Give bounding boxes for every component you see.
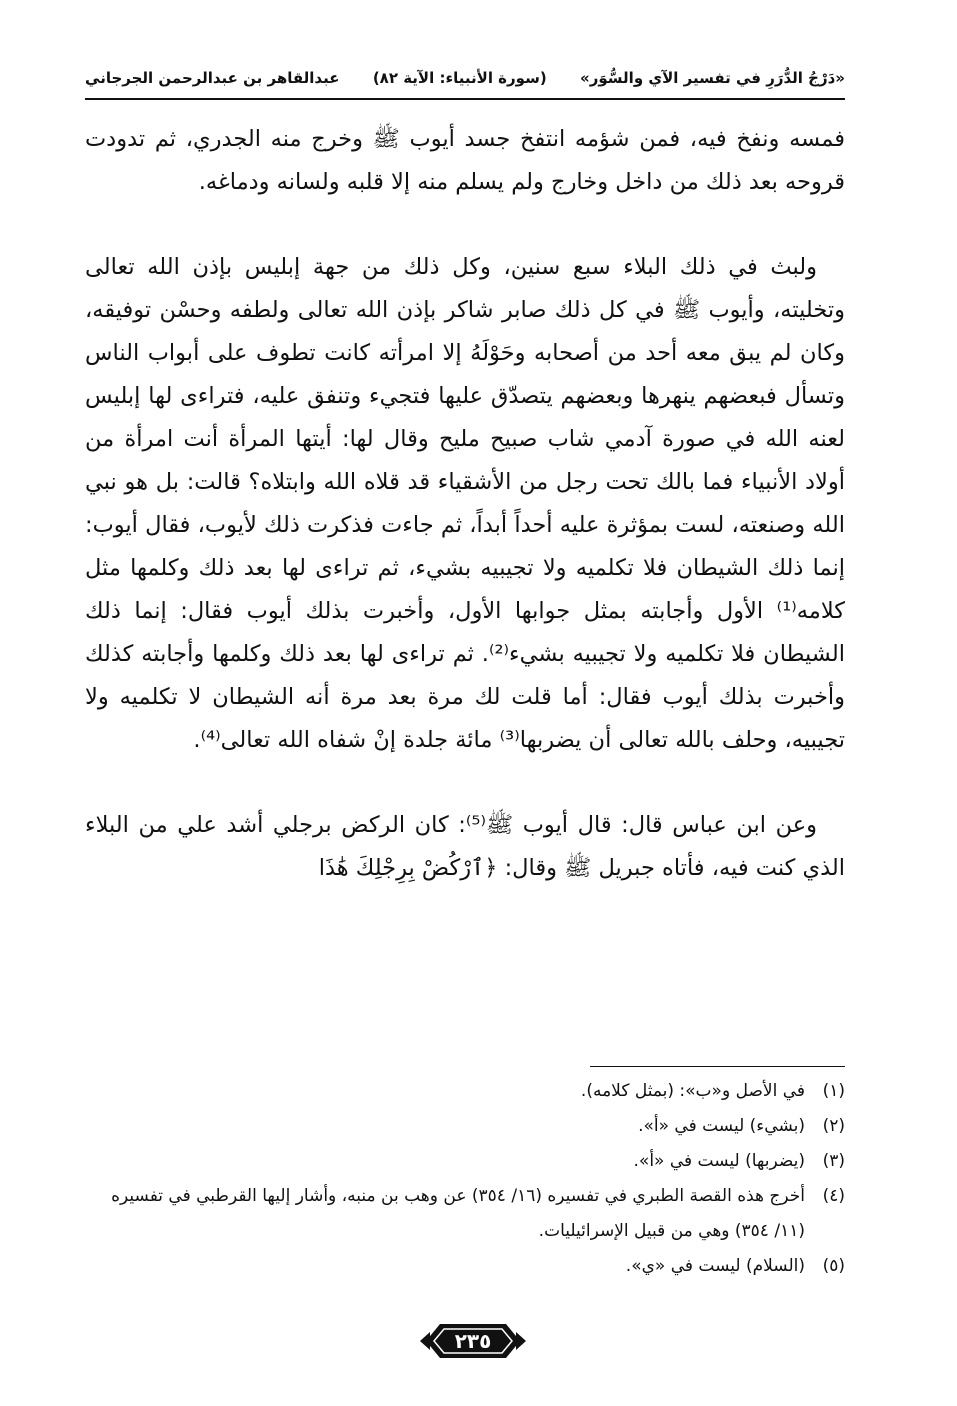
page-number: ٢٣٥	[454, 1329, 492, 1353]
footnotes	[85, 1074, 845, 1284]
footnote-number: (٥)	[822, 1256, 845, 1276]
running-header	[85, 60, 845, 96]
page-number-ornament	[418, 1318, 528, 1364]
footnote-item	[85, 1249, 845, 1284]
surah-reference: (سورة الأنبياء: الآية ٨٢)	[372, 69, 547, 87]
paragraph-gap	[85, 762, 845, 804]
footnote-text: (بشيء) ليست في «أ».	[638, 1116, 805, 1136]
footnote-number: (٢)	[822, 1116, 845, 1136]
footnote-item	[85, 1074, 845, 1109]
author-name: عبدالقاهر بن عبدالرحمن الجرجاني	[85, 69, 340, 87]
main-text	[85, 118, 845, 890]
header-rule	[85, 98, 845, 100]
footnote-number: (٤)	[822, 1186, 845, 1206]
footnote-item	[85, 1144, 845, 1179]
footnote-rule	[590, 1066, 845, 1067]
footnote-number: (٣)	[822, 1151, 845, 1171]
footnote-text: في الأصل و«ب»: (بمثل كلامه).	[580, 1081, 805, 1101]
footnote-text: (السلام) ليست في «ي».	[625, 1256, 805, 1276]
paragraph-3: وعن ابن عباس قال: قال أيوب ﷺ⁽⁵⁾: كان الركض برجلي أشد علي من البلاء الذي كنت فيه، فأتاه جبريل ﷺ وقال: ﴿ٱرْكُضْ بِرِجْلِكَ هَٰذَا	[85, 812, 845, 881]
footnote-item	[85, 1179, 845, 1249]
paragraph-2: ولبث في ذلك البلاء سبع سنين، وكل ذلك من جهة إبليس بإذن الله تعالى وتخليته، وأيوب ﷺ في كل ذلك صابر شاكر بإذن الله تعالى ولطفه وحسْن توفيقه، وكان لم يبق معه أحد من أصحابه وحَوْلَهُ إلا امرأته كانت تطوف على أبواب الناس وتسأل فبعضهم ينهرها وبعضهم يتصدّق عليها فتجيء وتنفق عليه، فتراءى لها إبليس لعنه الله في صورة آدمي شاب صبيح مليح وقال لها: أيتها المرأة أنت امرأة من أولاد الأنبياء فما بالك تحت رجل من الأشقياء قد قلاه الله وابتلاه؟ قالت: بل هو نبي الله وصنعته، لست بمؤثرة عليه أحداً أبداً، ثم جاءت فذكرت ذلك لأيوب، فقال أيوب: إنما ذلك الشيطان فلا تكلميه ولا تجيبيه بشيء، ثم تراءى لها بعد ذلك وكلمها مثل كلامه⁽¹⁾ الأول وأجابته بمثل جوابها الأول، وأخبرت بذلك أيوب فقال: إنما ذلك الشيطان فلا تكلميه ولا تجيبيه بشيء⁽²⁾. ثم تراءى لها بعد ذلك وكلمها وأجابته كذلك وأخبرت بذلك أيوب فقال: أما قلت لك مرة بعد مرة أنه الشيطان لا تكلميه ولا تجيبيه، وحلف بالله تعالى أن يضربها⁽³⁾ مائة جلدة إنْ شفاه الله تعالى⁽⁴⁾.	[85, 254, 845, 753]
footnote-text: (يضربها) ليست في «أ».	[633, 1151, 805, 1171]
paragraph-gap	[85, 204, 845, 246]
paragraph-1: فمسه ونفخ فيه، فمن شؤمه انتفخ جسد أيوب ﷺ وخرج منه الجدري، ثم تدودت قروحه بعد ذلك من داخل وخارج ولم يسلم منه إلا قلبه ولسانه ودماغه.	[85, 126, 845, 195]
book-title: «دَرْجُ الدُّرَرِ في تفسير الآي والسُّوَر»	[580, 69, 845, 87]
footnote-text: أخرج هذه القصة الطبري في تفسيره (١٦/ ٣٥٤) عن وهب بن منبه، وأشار إليها القرطبي في تفسيره (١١/ ٣٥٤) وهي من قبيل الإسرائيليات.	[111, 1186, 805, 1241]
footnote-item	[85, 1109, 845, 1144]
footnote-number: (١)	[822, 1081, 845, 1101]
